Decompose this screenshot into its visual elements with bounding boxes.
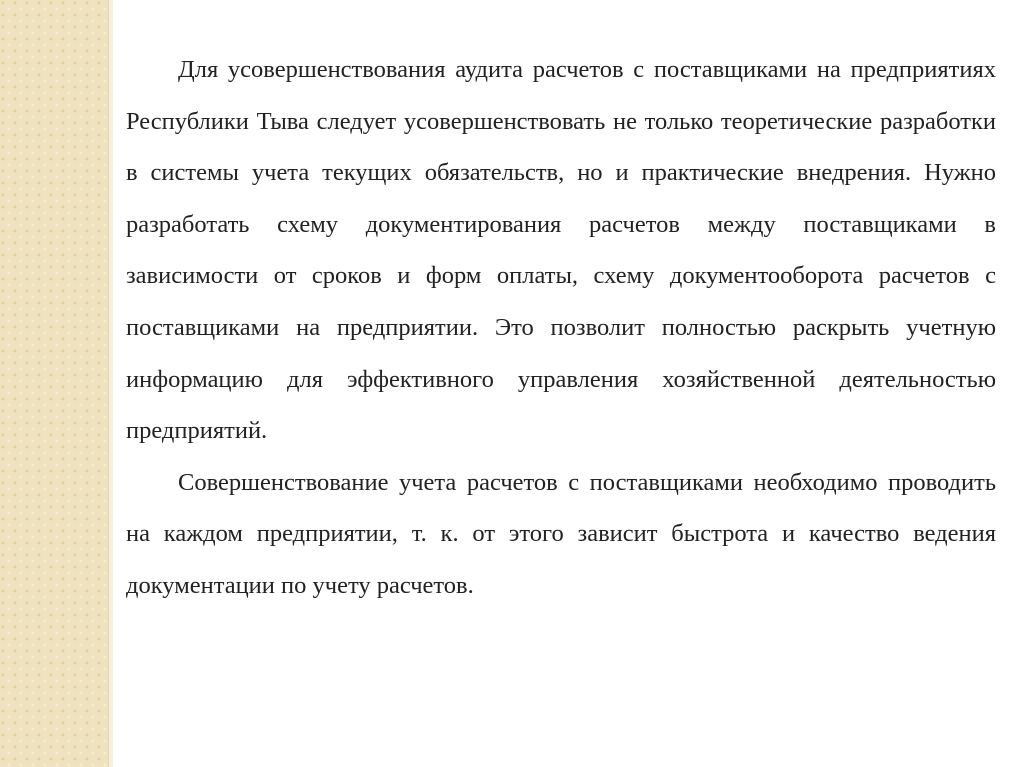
slide-text-body [126,44,996,612]
decorative-side-band [0,0,108,767]
side-band-edge [108,0,113,767]
paragraph-audit-improvement: Для усовершенствования аудита расчетов с поставщиками на предприятиях Республики Тыва следует усовершенствовать не только теоретические разработки в системы учета текущих обязательств, но и практические внедрения. Нужно разработать схему документирования расчетов между поставщиками в зависимости от сроков и форм оплаты, схему документооборота расчетов с поставщиками на предприятии. Это позволит полностью раскрыть учетную информацию для эффективного управления хозяйственной деятельностью предприятий. [126,56,996,445]
paragraph-accounting-improvement: Совершенствование учета расчетов с поставщиками необходимо проводить на каждом предприятии, т. к. от этого зависит быстрота и качество ведения документации по учету расчетов. [126,468,996,599]
